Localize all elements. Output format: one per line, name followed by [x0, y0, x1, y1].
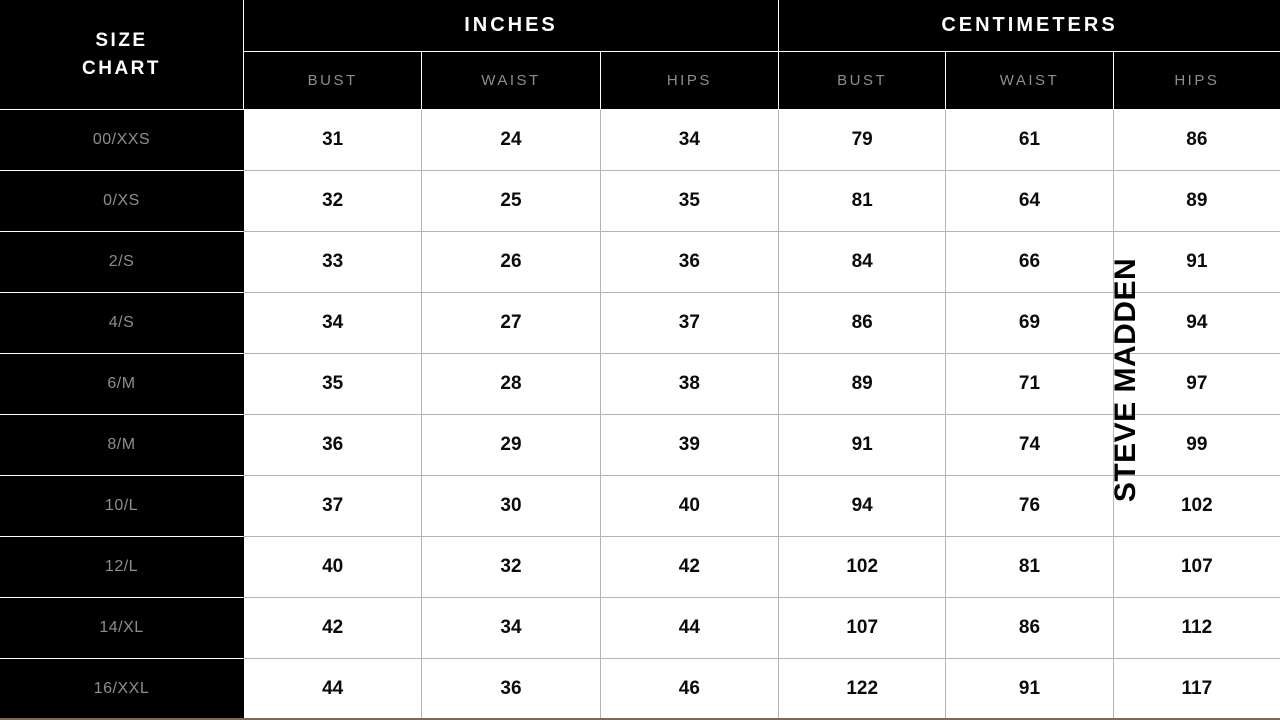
row-measurements-inches: [243, 232, 778, 292]
table-row: [0, 354, 1280, 415]
cell-inches-bust: 32: [243, 171, 421, 231]
unit-group-headers: [243, 0, 1280, 110]
column-header-cm-bust: BUST: [778, 52, 945, 109]
row-measurements: [243, 232, 1280, 293]
cell-cm-hips: 112: [1113, 598, 1280, 658]
row-measurements: [243, 171, 1280, 232]
row-measurements-cm: [778, 293, 1280, 353]
column-header-inches-hips: HIPS: [600, 52, 778, 109]
cell-inches-waist: 30: [421, 476, 599, 536]
table-row: [0, 537, 1280, 598]
unit-group-inches-label: INCHES: [243, 0, 778, 52]
table-row: [0, 293, 1280, 354]
size-label: 4/S: [0, 293, 243, 354]
cell-inches-bust: 37: [243, 476, 421, 536]
cell-cm-waist: 64: [945, 171, 1112, 231]
cell-inches-hips: 36: [600, 232, 778, 292]
cell-inches-hips: 34: [600, 110, 778, 170]
cell-inches-waist: 28: [421, 354, 599, 414]
cell-cm-bust: 107: [778, 598, 945, 658]
row-measurements-cm: [778, 598, 1280, 658]
cell-inches-waist: 32: [421, 537, 599, 597]
cell-inches-waist: 36: [421, 659, 599, 719]
table-row: [0, 659, 1280, 720]
size-label: 14/XL: [0, 598, 243, 659]
size-label: 2/S: [0, 232, 243, 293]
row-measurements-cm: [778, 232, 1280, 292]
table-header: [0, 0, 1280, 110]
cell-cm-bust: 86: [778, 293, 945, 353]
cell-inches-bust: 44: [243, 659, 421, 719]
size-chart-title-line2: CHART: [82, 57, 161, 79]
row-measurements-cm: [778, 659, 1280, 719]
row-measurements-inches: [243, 659, 778, 719]
row-measurements-cm: [778, 476, 1280, 536]
cell-inches-bust: 31: [243, 110, 421, 170]
size-label: 12/L: [0, 537, 243, 598]
size-chart-title-line1: SIZE: [95, 29, 148, 51]
cell-cm-hips: 97: [1113, 354, 1280, 414]
cell-cm-waist: 61: [945, 110, 1112, 170]
cell-inches-hips: 40: [600, 476, 778, 536]
row-measurements-inches: [243, 598, 778, 658]
brand-watermark-label: STEVE MADDEN: [1109, 257, 1143, 503]
size-label: 00/XXS: [0, 110, 243, 171]
cell-cm-waist: 71: [945, 354, 1112, 414]
cell-cm-bust: 102: [778, 537, 945, 597]
column-header-inches-waist: WAIST: [421, 52, 599, 109]
row-measurements-cm: [778, 537, 1280, 597]
cell-cm-bust: 84: [778, 232, 945, 292]
row-measurements: [243, 476, 1280, 537]
cell-inches-hips: 46: [600, 659, 778, 719]
cell-inches-bust: 35: [243, 354, 421, 414]
table-row: [0, 415, 1280, 476]
size-label: 10/L: [0, 476, 243, 537]
cell-cm-bust: 79: [778, 110, 945, 170]
size-label: 0/XS: [0, 171, 243, 232]
cell-inches-waist: 29: [421, 415, 599, 475]
cell-inches-bust: 34: [243, 293, 421, 353]
column-header-inches-bust: BUST: [243, 52, 421, 109]
row-measurements-inches: [243, 354, 778, 414]
cell-cm-hips: 89: [1113, 171, 1280, 231]
row-measurements: [243, 293, 1280, 354]
size-chart-title: [0, 0, 243, 110]
cell-inches-waist: 27: [421, 293, 599, 353]
cell-cm-bust: 89: [778, 354, 945, 414]
cell-cm-waist: 69: [945, 293, 1112, 353]
cell-cm-bust: 94: [778, 476, 945, 536]
unit-group-inches: [243, 0, 778, 110]
cell-cm-hips: 117: [1113, 659, 1280, 719]
cell-cm-waist: 81: [945, 537, 1112, 597]
table-row: [0, 232, 1280, 293]
row-measurements-cm: [778, 171, 1280, 231]
row-measurements: [243, 598, 1280, 659]
unit-group-centimeters-label: CENTIMETERS: [778, 0, 1280, 52]
cell-cm-hips: 91: [1113, 232, 1280, 292]
cell-inches-hips: 38: [600, 354, 778, 414]
cell-inches-hips: 37: [600, 293, 778, 353]
cell-inches-bust: 42: [243, 598, 421, 658]
row-measurements: [243, 415, 1280, 476]
row-measurements-inches: [243, 537, 778, 597]
cell-cm-waist: 74: [945, 415, 1112, 475]
cell-inches-hips: 44: [600, 598, 778, 658]
row-measurements: [243, 354, 1280, 415]
cell-inches-bust: 33: [243, 232, 421, 292]
row-measurements-inches: [243, 415, 778, 475]
table-row: [0, 171, 1280, 232]
cell-inches-waist: 25: [421, 171, 599, 231]
cell-cm-hips: 107: [1113, 537, 1280, 597]
row-measurements-cm: [778, 354, 1280, 414]
cell-cm-hips: 99: [1113, 415, 1280, 475]
row-measurements-cm: [778, 110, 1280, 170]
row-measurements-inches: [243, 110, 778, 170]
cell-cm-waist: 86: [945, 598, 1112, 658]
cell-cm-hips: 102: [1113, 476, 1280, 536]
cell-inches-hips: 35: [600, 171, 778, 231]
cell-cm-bust: 81: [778, 171, 945, 231]
cell-inches-waist: 34: [421, 598, 599, 658]
row-measurements-inches: [243, 293, 778, 353]
cell-cm-bust: 91: [778, 415, 945, 475]
cell-cm-waist: 76: [945, 476, 1112, 536]
cell-inches-waist: 24: [421, 110, 599, 170]
cell-inches-waist: 26: [421, 232, 599, 292]
table-row: [0, 598, 1280, 659]
row-measurements: [243, 110, 1280, 171]
row-measurements-inches: [243, 171, 778, 231]
cell-inches-bust: 40: [243, 537, 421, 597]
cell-cm-bust: 122: [778, 659, 945, 719]
unit-group-centimeters: [778, 0, 1280, 110]
cell-inches-hips: 42: [600, 537, 778, 597]
size-label: 16/XXL: [0, 659, 243, 720]
cell-cm-waist: 91: [945, 659, 1112, 719]
column-header-cm-waist: WAIST: [945, 52, 1112, 109]
row-measurements: [243, 537, 1280, 598]
table-row: [0, 110, 1280, 171]
table-body: [0, 110, 1280, 720]
cell-cm-hips: 86: [1113, 110, 1280, 170]
size-label: 8/M: [0, 415, 243, 476]
cell-inches-bust: 36: [243, 415, 421, 475]
column-header-cm-hips: HIPS: [1113, 52, 1280, 109]
cell-inches-hips: 39: [600, 415, 778, 475]
table-row: [0, 476, 1280, 537]
unit-group-inches-columns: [243, 52, 778, 110]
size-label: 6/M: [0, 354, 243, 415]
cell-cm-hips: 94: [1113, 293, 1280, 353]
cell-cm-waist: 66: [945, 232, 1112, 292]
unit-group-centimeters-columns: [778, 52, 1280, 110]
row-measurements-cm: [778, 415, 1280, 475]
row-measurements: [243, 659, 1280, 720]
row-measurements-inches: [243, 476, 778, 536]
